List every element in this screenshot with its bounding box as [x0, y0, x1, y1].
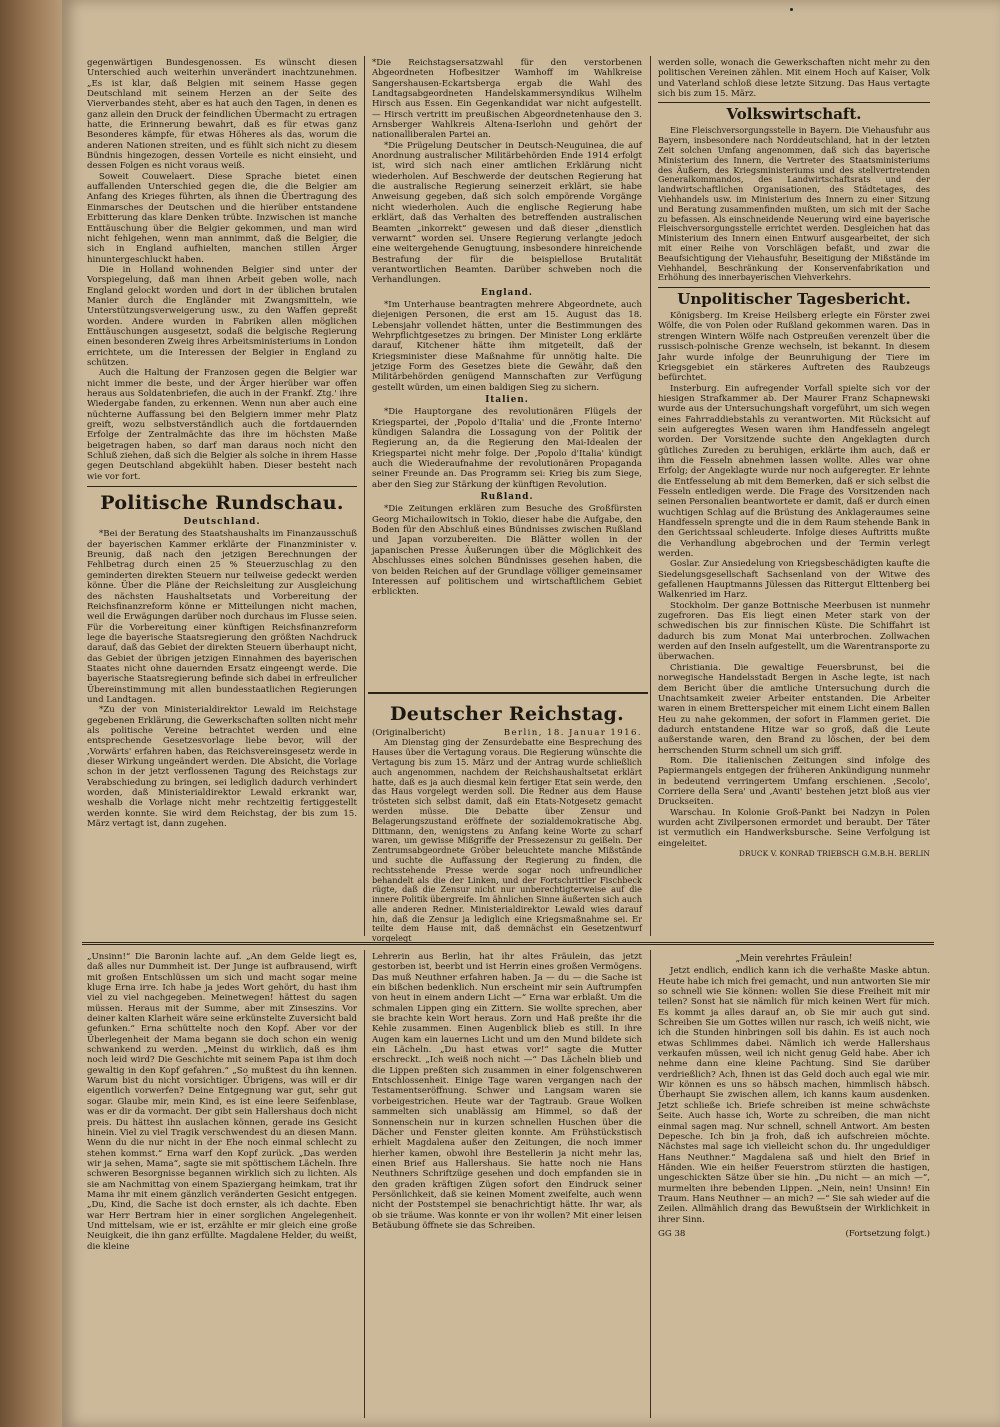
paragraph: Soweit Couwelaert. Diese Sprache bietet einen auffallenden Unterschied gegen die, die die Belgier am Anfang des Krieges führten, als ihnen die Übertragung des Einmarsches der Deutschen und die hierüber entstandene Erbitterung das klare Denken trübte. Inzwischen ist manche Enttäuschung über die Belgier gekommen, und man wird nicht fehlgehen, wenn man annimmt, daß die Belgier, die sich in England aufhielten, manchen stillen Ärger hinuntergeschluckt haben. — [87, 171, 357, 265]
feuilleton-column-3 — [658, 952, 930, 1414]
column-rule — [364, 950, 365, 1418]
paragraph: Jetzt endlich, endlich kann ich die verhaßte Maske abtun. Heute habe ich mich frei gemacht, und nun antworten Sie mir so schnell wie Sie können: wollen Sie diese Freiheit mit mir teilen? Sonst hat sie nämlich für mich keinen Wert für mich. Es kommt ja alles darauf an, ob Sie mir auch gut sind. Schreiben Sie um Gottes willen nur rasch, ich weiß nicht, wie ich die Stunden hinbringen soll bis dahin. Es ist auch noch etwas Schlimmes dabei. Nämlich ich werde Hallershaus verkaufen müssen, weil ich nicht genug Geld habe. Aber ich nehme dann eine kleine Pachtung. Sind Sie darüber verdrießlich? Ach, Ihnen ist das Geld doch auch egal wie mir. Wir können es uns so häbsch machen, himmlisch häbsch. Überhaupt Sie zwischen allem, ich kanns kaum ausdenken. Jetzt schließe ich. Briefe schreiben ist meine schwächste Seite. Auch hasse ich, Worte zu schreiben, die man nicht einmal sagen mag. Nur schnell, schnell Antwort. Am besten Depesche. Ich bin ja froh, daß ich aufschreien möchte. Nächstes mal sage ich vielleicht schon du. Ihr ungeduldiger Hans Neuthner.“ Magdalena saß und hielt den Brief in Händen. Wie ein heißer Feuerstrom stürzten die hastigen, ungeschickten Sätze über sie hin. „Du nicht — an mich —“, murmelten ihre bebenden Lippen. „Nein, nein! Unsinn! Ein Traum. Hans Neuthner — an mich? —“ Sie sah wieder auf die Zeilen. Allmählich drang das Bewußtsein der Wirklichkeit in ihrer Sinn. — [658, 966, 930, 1225]
paragraph: Auch die Haltung der Franzosen gegen die Belgier war nicht immer die beste, und der Ärger hierüber war offen heraus aus Soldatenbriefen, die auch in der Frankf. Ztg.' ihre Wiedergabe fanden, zu erkennen. Wenn nun aber auch eine nüchterne Auffassung bei den Belgiern immer mehr Platz greift, wozu selbstverständlich auch die fortdauernden Erfolge der Zentralmächte das ihre im höchsten Maße beigetragen haben, so darf man daraus noch nicht den Schluß ziehen, daß sich die Belgier als solche in ihrem Hasse gegen Deutschland abgekühlt haben. Dieser besteht nach wie vor fort. — [87, 368, 357, 482]
paragraph: *Im Unterhause beantragten mehrere Abgeordnete, auch diejenigen Personen, die erst am 15. August das 18. Lebensjahr vollendet hätten, unter die Bestimmungen des Wehrpflichtgesetzes zu bringen. Der Minister Long erklärte darauf, Kitchener hätte ihm mitgeteilt, daß der Kriegsminister diese Maßnahme für unnötig halte. Die jetzige Form des Gesetzes biete die Gewähr, daß den Militärbehörden genügend Mannschaften zur Verfügung gestellt würden, um einen baldigen Sieg zu sichern. — [372, 299, 642, 393]
paragraph: *Bei der Beratung des Staatshaushalts im Finanzausschuß der bayerischen Kammer erklärte der Finanzminister v. Breunig, daß nach den jetzigen Berechnungen der Fehlbetrag durch einen 25 % Steuerzuschlag zu den geminderten direkten Steuern nur teilweise gedeckt werden könne. Über die Pläne der Reichsleitung zur Ausgleichung des nächsten Haushaltsetats und Vorbereitung der Reichsfinanzreform könne er Mitteilungen nicht machen, weil die Erwägungen darüber noch durchaus im Flusse seien. Für die Vorbereitung einer künftigen Reichsfinanzreform lege die bayerische Staatsregierung den größten Nachdruck darauf, daß das Gebiet der direkten Steuern überhaupt nicht, das Gebiet der übrigen jetzigen Einnahmen des bayerischen Staates nicht ohne dauernden Ersatz eingeengt werde. Die bayerische Staatsregierung befinde sich dabei in erfreulicher Übereinstimmung mit allen bundesstaatlichen Regierungen und Landtagen. — [87, 529, 357, 705]
paragraph: Die in Holland wohnenden Belgier sind unter der Vorspiegelung, daß man ihnen Arbeit geben wolle, nach England gelockt worden und dort in der üblichen brutalen Manier durch die Engländer mit Zwangsmitteln, wie Unterstützungsverweigerung usw., zu den Waffen gepreßt worden. Andere wurden in Fabriken allen möglichen Enttäuschungen ausgesetzt, sodaß die belgische Regierung einen besonderen Zweig ihres Arbeitsministeriums in London errichtete, um die Interessen der Belgier in England zu schützen. — [87, 264, 357, 368]
feuilleton-divider — [82, 942, 934, 945]
paragraph: Insterburg. Ein aufregender Vorfall spielte sich vor der hiesigen Strafkammer ab. Der Maurer Franz Schapnewski wurde aus der Untersuchungshaft vorgeführt, um sich wegen eines Fahrraddiebstahls zu verantworten. Mit Rücksicht auf sein aufgeregtes Wesen waren ihm Handfesseln angelegt worden. Der Vorsitzende suchte den Angeklagten durch gütliches Zureden zu beruhigen, erklärte ihm auch, daß er ihm die Fesseln abnehmen lassen wollte. Alles war ohne Erfolg; der Angeklagte wurde nur noch aufgeregter. Er lehnte die Entfesselung ab mit dem Bemerken, daß er sich selbst die Fesseln entledigen werde. Die Frage des Vorsitzenden nach seinen Personalien beantwortete er damit, daß er durch einen wuchtigen Schlag auf die Brüstung des Anklageraumes seine Handfesseln sprengte und die in dem Raum stehende Bank in den Gerichtssaal schleuderte. Infolge dieses Auftritts mußte die Verhandlung abgebrochen und der Termin verlegt werden. — [658, 383, 930, 560]
paragraph: „Unsinn!“ Die Baronin lachte auf. „An dem Gelde liegt es, daß alles nur Dummheit ist. Der Junge ist aufbrausend, wirft mit großen Entschlüssen um sich und macht sogar meine kluge Erna irre. Ich habe ja jedes Wort gehört, du hast ihm viel zu viel nachgegeben. Meinetwegen! hättest du sagen müssen. Heraus mit der Summe, aber mit Zinseszins. Vor deiner kalten Klarheit wäre seine erkünstelte Zuversicht bald gefunken.“ Erna schüttelte noch den Kopf. Aber vor der Überlegenheit der Mama begann sie doch schon ein wenig schwankend zu werden. „Meinst du wirklich, daß es ihm noch leid wird? Die Geschichte mit seinem Papa ist ihm doch gewaltig in den Kopf gefahren.“ „So mußtest du ihn kennen. Warum bist du nicht vorsichtiger. Übrigens, was will er dir eigentlich vorwerfen? Deine Entgegnung war gut, sehr gut sogar. Glaube mir, mein Kind, es ist eine leere Seifenblase, was er dir da vormacht. Der gibt sein Hallershaus doch nicht preis. Du hättest ihn auslachen können, gerade ins Gesicht hinein. Viel zu viel Tragik verschwendest du an diesen Mann. Wenn du die nur nicht in der Ehe noch einmal schlecht zu stehen kommst.“ Erna warf den Kopf zurück. „Das werden wir ja sehen, Mama“, sagte sie mit spöttischem Lächeln. Ihre schweren Besorgnisse begannen wirklich sich zu lichten. Als sie am Nachmittag von einem Spaziergang heimkam, trat ihr Mama ihr mit einem gänzlich veränderten Gesicht entgegen. „Du, Kind, die Sache ist doch ernster, als ich dachte. Eben war Herr Bertram hier in einer sorglichen Angelegenheit. Und mittelsam, wie er ist, erzählte er mir gleich eine große Neuigkeit, die ihn ganz erfüllte. Magdalene Helder, du weißt, die kleine — [87, 952, 357, 1252]
paragraph: Goslar. Zur Ansiedelung von Kriegsbeschädigten kaufte die Siedelungsgesellschaft Sachsenland von der Witwe des gefallenen Hauptmanns Jülessen das Rittergut Elttenberg bei Walkenried im Harz. — [658, 559, 930, 601]
column-rule — [364, 56, 365, 936]
paragraph: Warschau. In Kolonie Groß-Pankt bei Nadzyn in Polen wurden acht Zivilpersonen ermordet und beraubt. Der Täter ist vermutlich ein Handwerksbursche. Seine Verfolgung ist eingeleitet. — [658, 807, 930, 849]
column-rule — [650, 950, 651, 1418]
section-divider — [368, 692, 648, 694]
letter-salutation: „Mein verehrtes Fräulein! — [735, 954, 853, 964]
paragraph: Eine Fleischversorgungsstelle in Bayern. Die Viehausfuhr aus Bayern, insbesondere nach Norddeutschland, hat in der letzten Zeit solchen Umfang angenommen, daß sich das bayerische Ministerium des Innern, die Vertreter des Staatsministeriums des Äußern, des Kriegsministeriums und des stellvertretenden Generalkommandos, des Landwirtschaftsrats und der landwirtschaftlichen Organisationen, des Städtetages, des Viehhandels usw. im Ministerium des Innern zu einer Sitzung und Beratung zusammenfinden mußten, um sich mit der Sache zu befassen. Als einschneidende Neuerung wird eine bayerische Fleischversorgungsstelle errichtet werden. Desgleichen hat das Ministerium des Innern einen Entwurf ausgearbeitet, der sich mit einer Reihe von Vorschlägen befaßt, und zwar die Beaufsichtigung der Viehausfuhr, Beseitigung der Mißstände im Viehhandel, Beschränkung der Konservenfabrikation und Erhöhung des innerbayerischen Viehverkehrs. — [658, 125, 930, 283]
section-divider — [658, 102, 930, 103]
feuilleton-column-1 — [87, 952, 357, 1414]
paragraph: Lehrerin aus Berlin, hat ihr altes Fräulein, das jetzt gestorben ist, beerbt und ist Herrin eines großen Vermögens. Das muß Neuthner erfahren haben. Ja — du — die Sache ist ein bißchen bedenklich. Nun erscheint mir sein Auftrumpfen von heut in einem andern Licht —“ Erna war erblaßt. Um die schmalen Lippen ging ein Zittern. Sie wollte sprechen, aber sie brachte kein Wort heraus. Zorn und Haß preßte ihr die Kehle zusammen. Einen Augenblick blieb es still. In ihre Augen kam ein lauernes Licht und um den Mund bildete sich ein Lächeln. „Du hast etwas vor!“ sagte die Mutter erschreckt. „Ich weiß noch nicht —“ Das Lächeln blieb und die Lippen preßten sich zusammen in einer folgenschweren Entschlossenheit. Einige Tage waren vergangen nach der Testamentseröffnung. Schwer und Langsam waren sie vorbeigestrichen. Heute war der Tagtraub. Graue Wolken sammelten sich unablässig am Himmel, so daß der Sonnenschein nur in kurzen schnellen Huschen über die Dächer und Fenster gleiten konnte. Am Frühstückstisch erhielt Magdalena außer den Zeitungen, die noch immer hierher kamen, obwohl ihre Bestellerin ja nicht mehr las, einen Brief aus Hallershaus. Sie hatte noch nie Hans Neuthners Schriftzüge gesehen und doch empfanden sie in den graden kräftigen Zügen sofort den Eindruck seiner Persönlichkeit, daß sie keinen Moment zweifelte, auch wenn nicht der Poststempel sie benachrichtigt hätte. Ihr war, als ob sie träume. Was konnte er von ihr wollen? Mit einer leisen Betäubung öffnete sie das Schreiben. — [372, 952, 642, 1231]
paragraph: *Zu der von Ministerialdirektor Lewald im Reichstage gegebenen Erklärung, die Gewerkschaften sollten nicht mehr als politische Vereine betrachtet werden und eine entsprechende Gesetzesvorlage liebe bevor, will der ‚Vorwärts' erfahren haben, das Reichsvereinsgesetz werde in dieser Wirkung ungeändert werden. Die Absicht, die Vorlage schon in der jetzt verflossenen Tagung des Reichstags zur Verabschiedung zu bringen, sei lediglich dadurch verhindert worden, daß Ministerialdirektor Lewald erkrankt war, weshalb die Vorlage nicht mehr rechtzeitig fertiggestellt werden konnte. Sie wird dem Reichstag, der bis zum 15. März vertagt ist, dann zugehen. — [87, 705, 357, 830]
column-politics-left — [87, 58, 357, 928]
dateline-source: (Originalbericht) — [372, 728, 446, 738]
paragraph: gegenwärtigen Bundesgenossen. Es wünscht diesen Unterschied auch weiterhin unverändert inachtzunehmen. „Es ist klar, daß Belgien mit seinem Hasse gegen Deutschland mit seinem Herzen an der Seite des Vierverbandes steht, aber es hat auch den Tagen, in denen es ganz allein den Druck der feindlichen Übermacht zu ertragen hatte, die Erinnerung bewahrt, daß es für etwas ganz Besonderes kämpfe, für etwas Höheres als das, worum die anderen Nationen streiten, und es fühlt sich nicht zu diesem Bündnis hingezogen, dessen Vorteile es nicht einsieht, und dessen Folgen es nicht voraus weiß. — [87, 58, 357, 172]
feuilleton-footer — [658, 1229, 930, 1239]
section-divider — [658, 287, 930, 288]
column-rule — [650, 56, 651, 936]
heading-unpolitischer-tagesbericht: Unpolitischer Tagesbericht. — [677, 290, 911, 309]
paragraph: Am Dienstag ging der Zensurdebatte eine Besprechung des Hauses über die Vertagung voraus. Die Regierung wünschte die Vertagung bis zum 15. März und der Antrag wurde schließlich auch angenommen, nachdem der Reichshaushaltsetat erklärt hatte, daß es ja auch diesmal kein fertiger Etat sein werde, den das Haus vorgelegt werden soll. Die Redner aus dem Hause trösteten sich selbst damit, daß ein Etats-Notgesetz gemacht werden müsse. Die Debatte über Zensur und Belagerungszustand eröffnete der sozialdemokratische Abg. Dittmann, den, wenigstens zu Anfang keine Worte zu scharf waren, um gewisse Mißgriffe der Pressezensur zu geißeln. Der Zentrumsabgeordnete Gröber beleuchtete manche Mißstände und suchte die Auffassung der Regierung zu finden, die rechtsstehende Presse werde sogar noch unfreundlicher behandelt als die der Linken, und der Fortschrittler Fischbeck rügte, daß die Zensur nicht nur unberechtigterweise auf die innere Politik übergreife. Im ähnlichen Sinne äußerten sich auch alle anderen Redner. Ministerialdirektor Lewald wies darauf hin, daß die Zensur ja lediglich eine Kriegsmaßnahme sei. Er teilte dem Hause mit, daß demnächst ein Gesetzentwurf vorgelegt — [372, 737, 642, 944]
column-right — [658, 58, 930, 938]
subhead-russland: Rußland. — [480, 492, 534, 503]
reichstag-article — [372, 698, 642, 944]
subhead-italien: Italien. — [485, 395, 529, 405]
subhead-england: England. — [481, 287, 533, 298]
signature-mark: GG 38 — [658, 1228, 686, 1239]
feuilleton-column-2 — [372, 952, 642, 1414]
paragraph: *Die Hauptorgane des revolutionären Flügels der Kriegspartei, der ‚Popolo d'Italia' und die ‚Fronte Interno' kündigen Salandra die Lossagung von der Politik der Regierung an, da die Regierung den Mai-Idealen der Kriegspartei nicht mehr folge. Der ‚Popolo d'Italia' kündigt auch die Wiederaufnahme der revolutionären Propaganda seiner Freunde an. Das Programm sei: Krieg bis zum Siege, aber den Sieg zur Stärkung der künftigen Revolution. — [372, 407, 642, 490]
paragraph: Stockholm. Der ganze Bottnische Meerbusen ist nunmehr zugefroren. Das Eis liegt einen Meter stark von der schwedischen bis zur finnischen Küste. Die Schiffahrt ist dadurch bis zum Monat Mai unterbrochen. Zollwachen werden auf den Inseln aufgestellt, um die Warentransporte zu überwachen. — [658, 600, 930, 663]
continued-note: (Fortsetzung folgt.) — [845, 1228, 930, 1239]
binding-edge — [0, 0, 62, 1427]
newspaper-page — [62, 0, 1000, 1427]
heading-deutscher-reichstag: Deutscher Reichstag. — [389, 703, 625, 725]
subhead-deutschland: Deutschland. — [183, 517, 261, 528]
column-politics-middle — [372, 58, 642, 694]
dateline-place-date: Berlin, 18. Januar 1916. — [503, 728, 642, 738]
printer-note: DRUCK V. KONRAD TRIEBSCH G.M.B.H. BERLIN — [738, 849, 930, 858]
paragraph: Königsberg. Im Kreise Heilsberg erlegte ein Förster zwei Wölfe, die von Polen oder Rußland gekommen waren. Das in strengen Wintern Wölfe nach Ostpreußen verenzelt über die russisch-polnische Grenze wechseln, ist bekannt. In diesem Jahr wurde infolge der Beunruhigung der Tiere im Kriegsgebiet ein stärkeres Auftreten des Raubzeugs befürchtet. — [658, 311, 930, 384]
paragraph: Rom. Die italienischen Zeitungen sind infolge des Papiermangels entgegen der früheren Ankündigung nunmehr in bedeutend verringertem Umfang erschienen. ‚Secolo', Corriere della Sera' und ‚Avanti' bestehen jetzt bloß aus vier Druckseiten. — [658, 755, 930, 808]
heading-politische-rundschau: Politische Rundschau. — [100, 492, 344, 515]
paragraph: *Die Reichstagsersatzwahl für den verstorbenen Abgeordneten Hofbesitzer Wamhoff im Wahlkreise Sangershausen-Eckartsberga ergab die Wahl des Landtagsabgeordneten Handelskammersyndikus Wilhelm Hirsch aus Essen. Ein Gegenkandidat war nicht aufgestellt. — Hirsch vertritt im preußischen Abgeordnetenhause den 3. Arnsberger Wahlkreis Altena-Iserlohn und gehört der nationalliberalen Partei an. — [372, 58, 642, 141]
paragraph: werden solle, wonach die Gewerkschaften nicht mehr zu den politischen Vereinen zählen. Mit einem Hoch auf Kaiser, Volk und Vaterland schloß diese letzte Sitzung. Das Haus vertagte sich bis zum 15. März. — [658, 58, 930, 100]
paragraph: *Die Prügelung Deutscher in Deutsch-Neuguinea, die auf Anordnung australischer Militärbehörden Ende 1914 erfolgt ist, wird sich nach einer amtlichen Erklärung nicht wiederholen. Auf Beschwerde der deutschen Regierung hat die australische Regierung seinerzeit erklärt, sie habe Anweisung gegeben, daß sich solch empörende Vorgänge nicht wiederholen. Auch die englische Regierung habe erklärt, daß das Verhalten des betreffenden australischen Beamten „inkorrekt“ gewesen und daß dieser „dienstlich verwarnt“ worden sei. Unsere Regierung verlangte jedoch eine weitergehende Genugtuung, insbesondere hinreichende Bestrafung der für die beispiellose Brutalität verantwortlichen Beamten. Darüber schweben noch die Verhandlungen. — [372, 140, 642, 286]
paragraph: *Die Zeitungen erklären zum Besuche des Großfürsten Georg Michailowitsch in Tokio, dieser habe die Aufgabe, den Boden für den Abschluß eines Bündnisses zwischen Rußland und Japan vorzubereiten. Die Blätter wollen in der japanischen Presse Äußerungen über die Möglichkeit des Abschlusses eines solchen Bündnisses gesehen haben, die von beiden Reichen auf der Grundlage völliger gemeinsamer Interessen auf politischem und wirtschaftlichem Gebiet erblickten. — [372, 504, 642, 598]
heading-volkswirtschaft: Volkswirtschaft. — [726, 105, 862, 124]
paragraph: Christiania. Die gewaltige Feuersbrunst, bei die norwegische Handelsstadt Bergen in Asche legte, ist nach dem Bericht über die amtliche Untersuchung durch die Unachtsamkeit zweier Arbeiter entstanden. Die Arbeiter waren in einem Bretterspeicher mit einem Licht einem Ballen Heu zu nahe gekommen, der sofort in Flammen geriet. Die dadurch entstandene Hitze war so groß, daß die Leute außerstande waren, den Brand zu löschen, der bei dem herrschenden Sturm schnell um sich griff. — [658, 662, 930, 756]
section-divider — [87, 486, 357, 487]
print-speck — [790, 8, 793, 11]
